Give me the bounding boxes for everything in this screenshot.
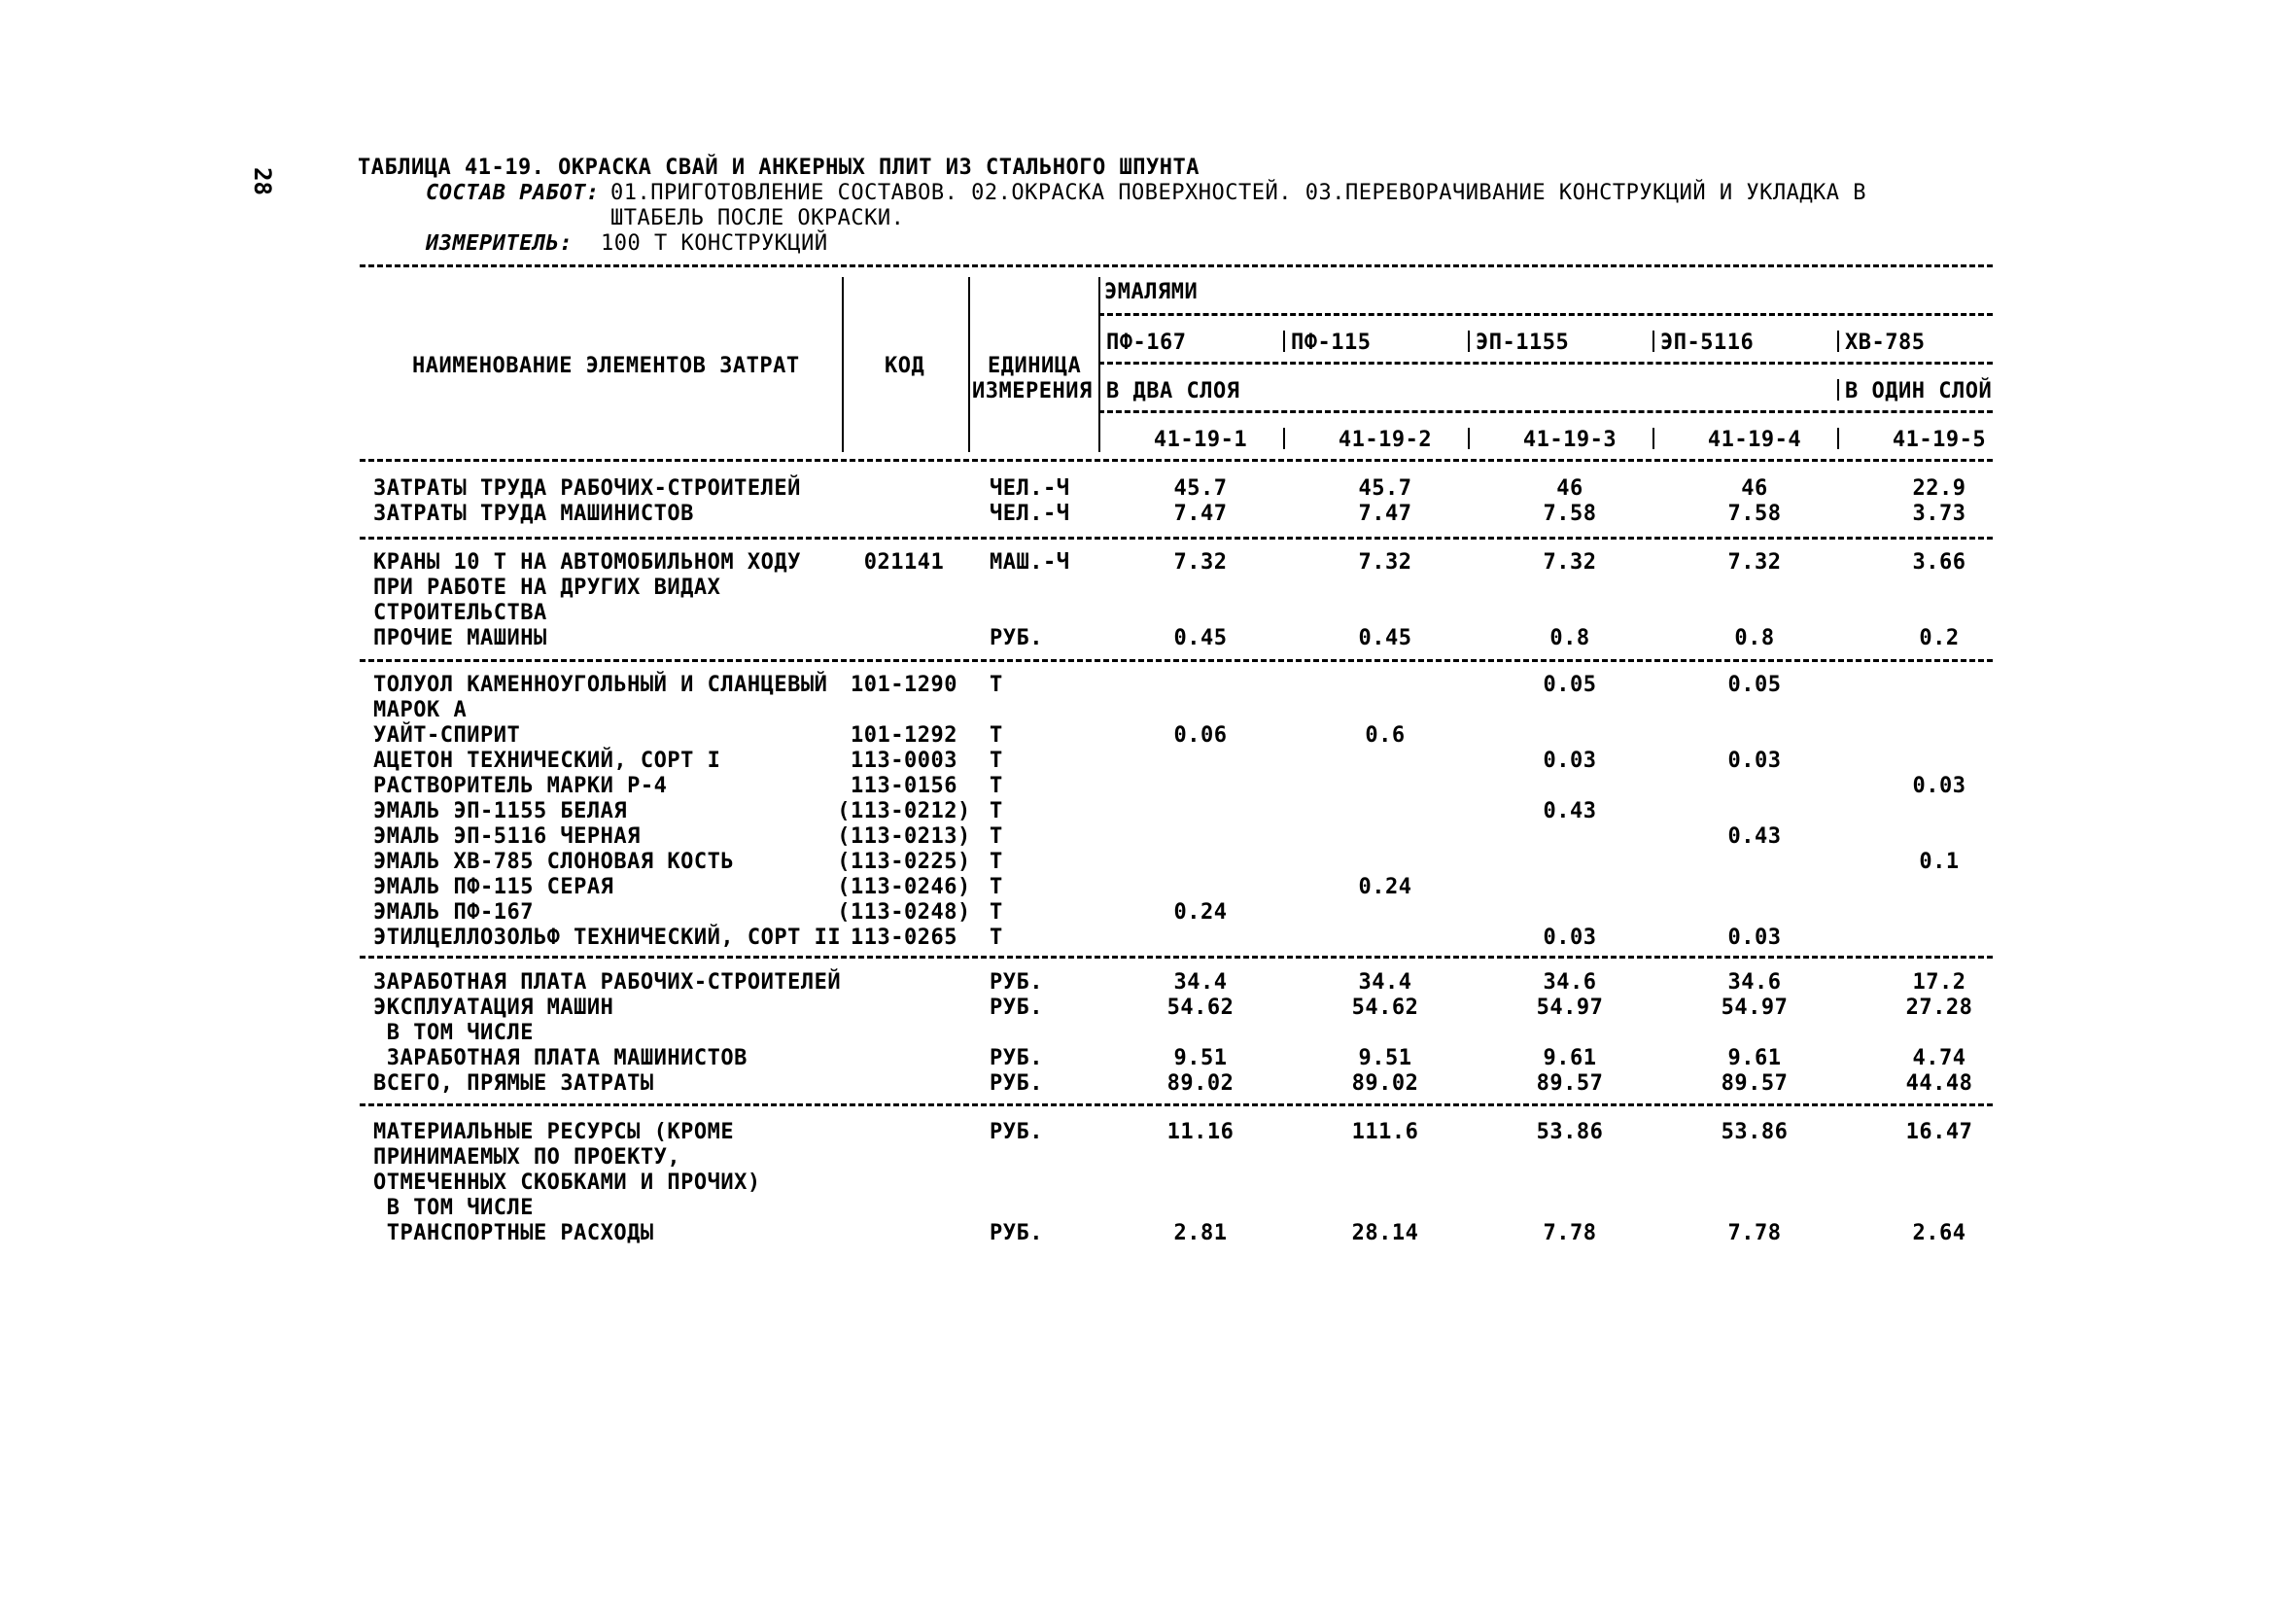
row-2-value-3: 7.32 <box>1543 550 1597 575</box>
row-15-code: (113-0248) <box>837 900 971 925</box>
row-5-name: ПРОЧИЕ МАШИНЫ <box>373 626 547 650</box>
row-11-unit: Т <box>990 799 1003 823</box>
row-18-value-4: 54.97 <box>1721 996 1789 1020</box>
row-26-value-3: 7.78 <box>1543 1221 1597 1245</box>
rule-group <box>1098 313 1993 316</box>
row-20-value-4: 9.61 <box>1727 1046 1782 1070</box>
row-14-unit: Т <box>990 875 1003 899</box>
row-11-name: ЭМАЛЬ ЭП-1155 БЕЛАЯ <box>373 799 628 823</box>
row-15-value-1: 0.24 <box>1173 900 1228 925</box>
row-18-name: ЭКСПЛУАТАЦИЯ МАШИН <box>373 996 614 1020</box>
row-21-unit: РУБ. <box>990 1071 1043 1096</box>
row-1-name: ЗАТРАТЫ ТРУДА МАШИНИСТОВ <box>373 502 694 526</box>
header-enamel-2: ПФ-115 <box>1291 331 1372 355</box>
row-26-unit: РУБ. <box>990 1221 1043 1245</box>
row-18-value-1: 54.62 <box>1166 996 1235 1020</box>
header-group: ЭМАЛЯМИ <box>1104 280 1199 304</box>
row-12-name: ЭМАЛЬ ЭП-5116 ЧЕРНАЯ <box>373 824 641 849</box>
header-code-3: 41-19-3 <box>1522 428 1618 452</box>
sep-name-code <box>842 277 844 452</box>
row-3-name: ПРИ РАБОТЕ НА ДРУГИХ ВИДАХ <box>373 576 721 600</box>
row-8-unit: Т <box>990 723 1003 748</box>
rule-section-4 <box>360 1103 1993 1106</box>
row-0-value-4: 46 <box>1741 476 1768 501</box>
row-22-value-4: 53.86 <box>1721 1120 1789 1144</box>
row-9-value-3: 0.03 <box>1543 749 1597 773</box>
row-16-name: ЭТИЛЦЕЛЛОЗОЛЬФ ТЕХНИЧЕСКИЙ, СОРТ II <box>373 926 842 950</box>
row-8-name: УАЙТ-СПИРИТ <box>373 723 521 748</box>
row-4-name: СТРОИТЕЛЬСТВА <box>373 601 547 625</box>
work-label: СОСТАВ РАБОТ: <box>426 181 600 205</box>
header-enamel-1: ПФ-167 <box>1106 331 1187 355</box>
row-7-name: МАРОК А <box>373 698 468 722</box>
row-16-value-3: 0.03 <box>1543 926 1597 950</box>
row-1-unit: ЧЕЛ.-Ч <box>990 502 1070 526</box>
header-one-layer: В ОДИН СЛОЙ <box>1845 379 1993 403</box>
header-enamel-3: ЭП-1155 <box>1476 331 1570 355</box>
row-13-code: (113-0225) <box>837 850 971 874</box>
row-2-code: 021141 <box>863 550 945 575</box>
row-2-unit: МАШ.-Ч <box>990 550 1070 575</box>
row-17-value-3: 34.6 <box>1543 970 1597 995</box>
row-8-code: 101-1292 <box>851 723 957 748</box>
row-9-unit: Т <box>990 749 1003 773</box>
row-11-value-3: 0.43 <box>1543 799 1597 823</box>
row-1-value-5: 3.73 <box>1912 502 1966 526</box>
row-8-value-1: 0.06 <box>1173 723 1228 748</box>
row-26-value-5: 2.64 <box>1912 1221 1966 1245</box>
row-0-value-2: 45.7 <box>1358 476 1412 501</box>
row-6-name: ТОЛУОЛ КАМЕННОУГОЛЬНЫЙ И СЛАНЦЕВЫЙ <box>373 673 828 697</box>
row-13-value-5: 0.1 <box>1919 850 1960 874</box>
row-22-name: МАТЕРИАЛЬНЫЕ РЕСУРСЫ (КРОМЕ <box>373 1120 735 1144</box>
row-20-name: ЗАРАБОТНАЯ ПЛАТА МАШИНИСТОВ <box>373 1046 748 1070</box>
row-20-value-5: 4.74 <box>1912 1046 1966 1070</box>
rule-section-3 <box>360 956 1993 959</box>
row-12-value-4: 0.43 <box>1727 824 1782 849</box>
row-11-code: (113-0212) <box>837 799 971 823</box>
header-unit-2: ИЗМЕРЕНИЯ <box>972 379 1093 403</box>
row-14-code: (113-0246) <box>837 875 971 899</box>
sep-e2 <box>1468 331 1470 352</box>
row-23-name: ПРИНИМАЕМЫХ ПО ПРОЕКТУ, <box>373 1145 681 1170</box>
row-14-name: ЭМАЛЬ ПФ-115 СЕРАЯ <box>373 875 614 899</box>
row-21-value-3: 89.57 <box>1536 1071 1604 1096</box>
row-2-value-1: 7.32 <box>1173 550 1228 575</box>
row-17-value-4: 34.6 <box>1727 970 1782 995</box>
row-0-value-3: 46 <box>1556 476 1583 501</box>
row-0-value-5: 22.9 <box>1912 476 1966 501</box>
row-20-value-3: 9.61 <box>1543 1046 1597 1070</box>
row-2-value-2: 7.32 <box>1358 550 1412 575</box>
header-code-1: 41-19-1 <box>1153 428 1248 452</box>
row-17-unit: РУБ. <box>990 970 1043 995</box>
row-12-code: (113-0213) <box>837 824 971 849</box>
row-13-unit: Т <box>990 850 1003 874</box>
sep-c4 <box>1837 428 1839 449</box>
row-21-value-1: 89.02 <box>1166 1071 1235 1096</box>
rule-top <box>360 264 1993 267</box>
row-2-name: КРАНЫ 10 Т НА АВТОМОБИЛЬНОМ ХОДУ <box>373 550 801 575</box>
measure-label: ИЗМЕРИТЕЛЬ: <box>426 231 574 256</box>
header-name: НАИМЕНОВАНИЕ ЭЛЕМЕНТОВ ЗАТРАТ <box>412 354 800 378</box>
row-25-name: В ТОМ ЧИСЛЕ <box>373 1196 534 1220</box>
row-18-unit: РУБ. <box>990 996 1043 1020</box>
header-two-layers: В ДВА СЛОЯ <box>1106 379 1240 403</box>
row-5-value-2: 0.45 <box>1358 626 1412 650</box>
row-18-value-3: 54.97 <box>1536 996 1604 1020</box>
row-1-value-1: 7.47 <box>1173 502 1228 526</box>
rule-layers <box>1098 410 1993 413</box>
row-2-value-5: 3.66 <box>1912 550 1966 575</box>
row-6-value-3: 0.05 <box>1543 673 1597 697</box>
row-20-unit: РУБ. <box>990 1046 1043 1070</box>
row-17-name: ЗАРАБОТНАЯ ПЛАТА РАБОЧИХ-СТРОИТЕЛЕЙ <box>373 970 842 995</box>
page-number: 28 <box>249 167 276 195</box>
row-1-value-4: 7.58 <box>1727 502 1782 526</box>
header-code-5: 41-19-5 <box>1892 428 1987 452</box>
row-21-value-4: 89.57 <box>1721 1071 1789 1096</box>
row-16-value-4: 0.03 <box>1727 926 1782 950</box>
rule-enamels <box>1098 362 1993 365</box>
sep-c1 <box>1283 428 1285 449</box>
row-20-value-2: 9.51 <box>1358 1046 1412 1070</box>
header-code-2: 41-19-2 <box>1338 428 1433 452</box>
row-0-unit: ЧЕЛ.-Ч <box>990 476 1070 501</box>
rule-header-bottom <box>360 459 1993 462</box>
row-22-unit: РУБ. <box>990 1120 1043 1144</box>
row-21-value-5: 44.48 <box>1905 1071 1973 1096</box>
row-26-value-4: 7.78 <box>1727 1221 1782 1245</box>
sep-c3 <box>1652 428 1654 449</box>
row-26-value-2: 28.14 <box>1351 1221 1419 1245</box>
header-enamel-4: ЭП-5116 <box>1660 331 1755 355</box>
row-0-name: ЗАТРАТЫ ТРУДА РАБОЧИХ-СТРОИТЕЛЕЙ <box>373 476 801 501</box>
row-26-value-1: 2.81 <box>1173 1221 1228 1245</box>
row-5-value-1: 0.45 <box>1173 626 1228 650</box>
rule-section-2 <box>360 659 1993 662</box>
measure-value: 100 Т КОНСТРУКЦИЙ <box>601 231 828 256</box>
table-title: ТАБЛИЦА 41-19. ОКРАСКА СВАЙ И АНКЕРНЫХ ПЛИТ ИЗ СТАЛЬНОГО ШПУНТА <box>358 156 1200 180</box>
row-20-value-1: 9.51 <box>1173 1046 1228 1070</box>
row-17-value-1: 34.4 <box>1173 970 1228 995</box>
row-22-value-2: 111.6 <box>1351 1120 1419 1144</box>
row-5-unit: РУБ. <box>990 626 1043 650</box>
header-unit-1: ЕДИНИЦА <box>988 354 1082 378</box>
row-10-value-5: 0.03 <box>1912 774 1966 798</box>
sep-c2 <box>1468 428 1470 449</box>
row-22-value-3: 53.86 <box>1536 1120 1604 1144</box>
row-18-value-2: 54.62 <box>1351 996 1419 1020</box>
row-10-name: РАСТВОРИТЕЛЬ МАРКИ Р-4 <box>373 774 668 798</box>
row-21-name: ВСЕГО, ПРЯМЫЕ ЗАТРАТЫ <box>373 1071 654 1096</box>
row-13-name: ЭМАЛЬ ХВ-785 СЛОНОВАЯ КОСТЬ <box>373 850 735 874</box>
row-24-name: ОТМЕЧЕННЫХ СКОБКАМИ И ПРОЧИХ) <box>373 1171 761 1195</box>
sep-unit-values <box>1098 277 1100 452</box>
row-16-unit: Т <box>990 926 1003 950</box>
row-9-value-4: 0.03 <box>1727 749 1782 773</box>
row-5-value-5: 0.2 <box>1919 626 1960 650</box>
header-code-4: 41-19-4 <box>1707 428 1802 452</box>
row-5-value-3: 0.8 <box>1549 626 1590 650</box>
row-5-value-4: 0.8 <box>1734 626 1775 650</box>
work-line-1: 01.ПРИГОТОВЛЕНИЕ СОСТАВОВ. 02.ОКРАСКА ПОВЕРХНОСТЕЙ. 03.ПЕРЕВОРАЧИВАНИЕ КОНСТРУКЦИЙ И УКЛАДКА В <box>610 181 1867 205</box>
row-1-value-2: 7.47 <box>1358 502 1412 526</box>
sep-e4 <box>1837 331 1839 352</box>
row-16-code: 113-0265 <box>851 926 957 950</box>
row-17-value-2: 34.4 <box>1358 970 1412 995</box>
row-1-value-3: 7.58 <box>1543 502 1597 526</box>
row-2-value-4: 7.32 <box>1727 550 1782 575</box>
row-10-unit: Т <box>990 774 1003 798</box>
row-6-code: 101-1290 <box>851 673 957 697</box>
row-8-value-2: 0.6 <box>1365 723 1406 748</box>
row-9-name: АЦЕТОН ТЕХНИЧЕСКИЙ, СОРТ I <box>373 749 721 773</box>
row-19-name: В ТОМ ЧИСЛЕ <box>373 1021 534 1045</box>
row-14-value-2: 0.24 <box>1358 875 1412 899</box>
row-18-value-5: 27.28 <box>1905 996 1973 1020</box>
header-enamel-5: ХВ-785 <box>1845 331 1926 355</box>
sep-layer <box>1837 379 1839 401</box>
sep-code-unit <box>968 277 970 452</box>
work-line-2: ШТАБЕЛЬ ПОСЛЕ ОКРАСКИ. <box>610 206 905 230</box>
row-0-value-1: 45.7 <box>1173 476 1228 501</box>
row-15-unit: Т <box>990 900 1003 925</box>
row-22-value-1: 11.16 <box>1166 1120 1235 1144</box>
sep-e3 <box>1652 331 1654 352</box>
row-9-code: 113-0003 <box>851 749 957 773</box>
row-15-name: ЭМАЛЬ ПФ-167 <box>373 900 534 925</box>
row-6-unit: Т <box>990 673 1003 697</box>
rule-section-1 <box>360 537 1993 540</box>
sep-e1 <box>1283 331 1285 352</box>
row-12-unit: Т <box>990 824 1003 849</box>
row-6-value-4: 0.05 <box>1727 673 1782 697</box>
header-code: КОД <box>885 354 925 378</box>
row-21-value-2: 89.02 <box>1351 1071 1419 1096</box>
row-26-name: ТРАНСПОРТНЫЕ РАСХОДЫ <box>373 1221 654 1245</box>
row-17-value-5: 17.2 <box>1912 970 1966 995</box>
row-22-value-5: 16.47 <box>1905 1120 1973 1144</box>
row-10-code: 113-0156 <box>851 774 957 798</box>
